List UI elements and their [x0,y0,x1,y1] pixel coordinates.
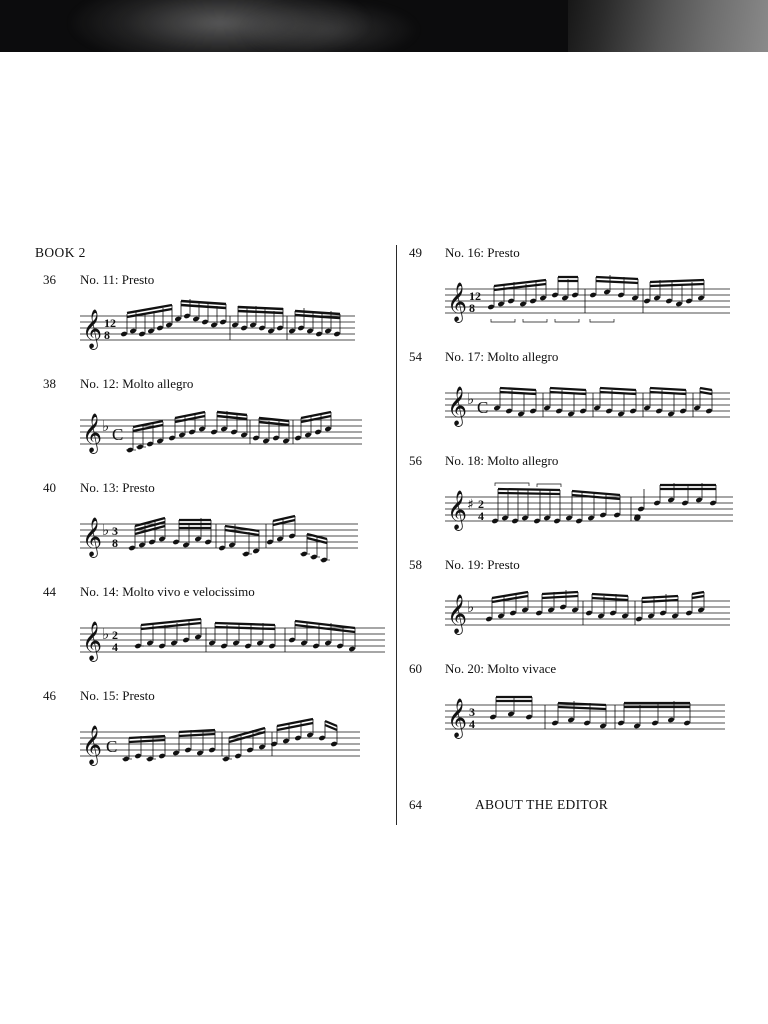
music-incipit [80,296,380,362]
toc-entry-head [35,688,390,706]
entry-title: No. 17: Molto allegro [445,349,559,364]
page-number: 58 [409,557,422,572]
page-number: 54 [409,349,422,364]
toc-entry[interactable] [35,584,390,674]
music-incipit [80,400,380,466]
entry-title: ABOUT THE EDITOR [475,797,609,812]
svg-text:𝄞: 𝄞 [447,282,468,322]
svg-text:𝄞: 𝄞 [447,698,468,738]
column-divider [396,245,397,825]
svg-text:♭: ♭ [467,390,475,408]
entry-title: No. 18: Molto allegro [445,453,559,468]
svg-text:4: 4 [478,509,484,523]
svg-text:𝄞: 𝄞 [82,517,103,557]
toc-entry-head [35,480,390,498]
svg-text:♯: ♯ [467,497,474,513]
svg-text:C: C [477,398,489,417]
band-texture-mid [240,0,420,52]
page-number: 49 [409,245,422,260]
svg-text:12: 12 [469,289,481,303]
toc-entry[interactable] [405,453,750,543]
toc-entry-head [405,245,750,263]
music-incipit [445,269,740,335]
toc-entry[interactable] [405,661,750,751]
svg-text:𝄞: 𝄞 [82,413,103,453]
music-incipit [445,373,740,439]
svg-text:8: 8 [104,328,110,342]
toc-entry-head [35,376,390,394]
toc-entry[interactable] [405,245,750,335]
svg-text:𝄞: 𝄞 [447,386,468,426]
svg-text:C: C [112,425,124,444]
toc-entry-head [405,661,750,679]
svg-text:4: 4 [469,717,475,731]
svg-text:𝄞: 𝄞 [447,490,468,530]
toc-entry[interactable] [35,688,390,778]
right-column [405,245,750,817]
toc-entry[interactable] [35,376,390,466]
svg-text:𝄞: 𝄞 [447,594,468,634]
top-decorative-band [0,0,768,52]
toc-entry-about-editor[interactable] [405,797,750,817]
page-number: 46 [43,688,56,703]
entry-title: No. 20: Molto vivace [445,661,557,676]
svg-text:8: 8 [112,536,118,550]
svg-text:12: 12 [104,316,116,330]
entry-title: No. 11: Presto [80,272,155,287]
page-number: 56 [409,453,422,468]
toc-entry[interactable] [405,349,750,439]
svg-text:♭: ♭ [102,417,110,435]
svg-text:♭: ♭ [467,598,475,616]
page-number: 38 [43,376,56,391]
page-number: 64 [409,797,422,812]
band-gradient-right [568,0,768,52]
svg-text:3: 3 [469,705,475,719]
entry-title: No. 13: Presto [80,480,155,495]
entry-title: No. 12: Molto allegro [80,376,194,391]
svg-text:𝄞: 𝄞 [82,309,103,349]
toc-entry-head [405,453,750,471]
svg-text:♭: ♭ [102,625,110,643]
page-number: 44 [43,584,56,599]
svg-text:8: 8 [469,301,475,315]
music-incipit [445,581,740,647]
svg-text:C: C [106,737,118,756]
toc-entry-head [35,584,390,602]
toc-entry[interactable] [35,272,390,362]
page-number: 36 [43,272,56,287]
music-incipit [80,712,380,778]
entry-title: No. 14: Molto vivo e velocissimo [80,584,255,599]
svg-text:2: 2 [112,628,118,642]
page-number: 40 [43,480,56,495]
toc-entry[interactable] [35,480,390,570]
svg-text:♭: ♭ [102,521,110,539]
toc-entry-head [405,557,750,575]
svg-text:𝄞: 𝄞 [82,621,103,661]
page-number: 60 [409,661,422,676]
entry-title: No. 16: Presto [445,245,520,260]
svg-text:𝄞: 𝄞 [82,725,103,765]
music-incipit [80,504,380,570]
music-incipit [445,685,740,751]
svg-text:3: 3 [112,524,118,538]
toc-entry-head [405,349,750,367]
toc-entry-head [35,272,390,290]
book-heading: BOOK 2 [35,245,86,260]
svg-text:2: 2 [478,497,484,511]
music-incipit [445,477,740,543]
entry-title: No. 19: Presto [445,557,520,572]
entry-title: No. 15: Presto [80,688,155,703]
music-incipit [80,608,380,674]
toc-entry[interactable] [405,557,750,647]
left-column [35,245,390,792]
svg-text:4: 4 [112,640,118,654]
